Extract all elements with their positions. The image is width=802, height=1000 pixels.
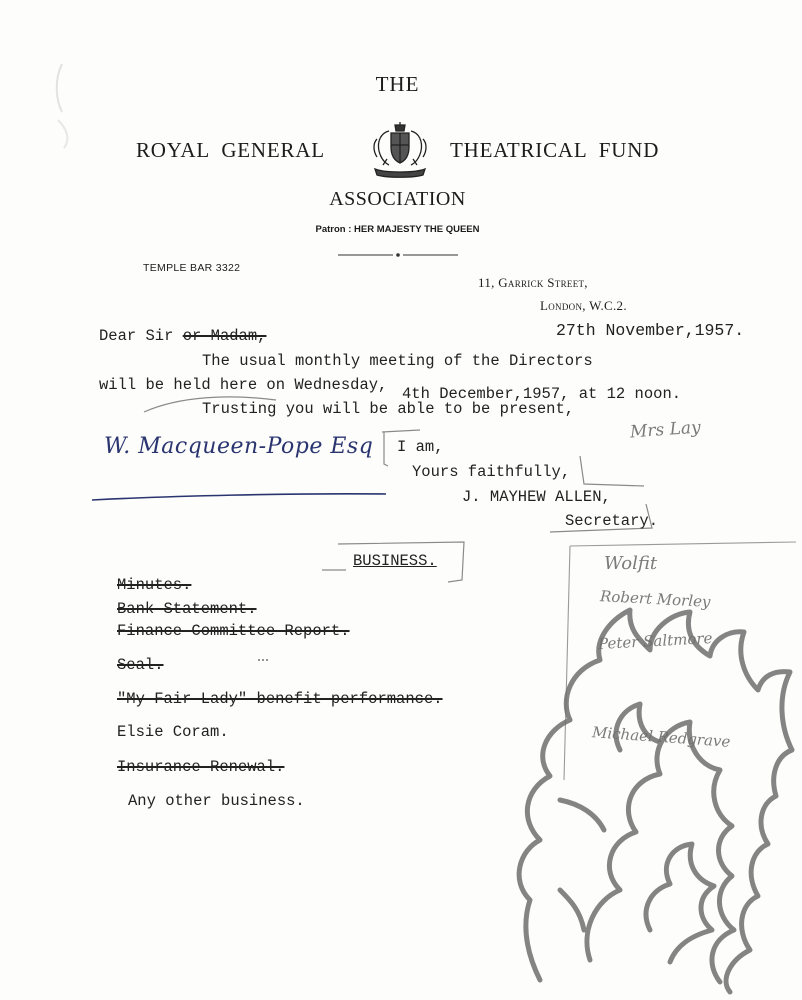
pencil-arc-mark (140, 392, 280, 416)
ink-underline-stroke (90, 490, 390, 504)
pencil-name: Michael Redgrave (591, 723, 731, 751)
patron-label: Patron : (315, 224, 352, 235)
letterhead-the: THE (375, 72, 420, 96)
royal-coat-of-arms-icon (369, 121, 431, 179)
closing-yours-faithfully: Yours faithfully, (412, 463, 571, 481)
pencil-name: Robert Morley (599, 587, 711, 611)
business-item: Any other business. (128, 792, 305, 810)
letterhead-name-left: ROYAL GENERAL (136, 138, 325, 162)
body-line-2a: will be held here on Wednesday, (99, 376, 388, 394)
salutation (99, 327, 266, 345)
handwritten-addressee: W. Macqueen-Pope Esq (104, 434, 374, 459)
patron-name: HER MAJESTY THE QUEEN (354, 224, 480, 235)
business-item: Finance Committee Report. (117, 622, 350, 640)
pencil-name: Peter Saltmore (597, 629, 713, 653)
business-heading: BUSINESS. (353, 552, 437, 570)
pencil-note-top-right: Mrs Lay (629, 417, 702, 443)
body-line-2b: 4th December,1957, at 12 noon. (402, 385, 682, 403)
body-line-3: Trusting you will be able to be present, (202, 400, 575, 418)
business-item: Elsie Coram. (117, 723, 229, 741)
business-item: Seal. (117, 656, 164, 674)
address-line-2: London, W.C.2. (540, 298, 627, 313)
pencil-tick-mark (256, 656, 272, 664)
closing-i-am: I am, (397, 438, 444, 456)
business-item: Bank Statement. (117, 600, 257, 618)
business-item: Insurance Renewal. (117, 758, 285, 776)
salutation-text: Dear Sir (99, 327, 174, 345)
letterhead-association: ASSOCIATION (329, 188, 466, 210)
signatory-name: J. MAYHEW ALLEN, (462, 488, 611, 506)
letterhead-patron (0, 224, 795, 235)
telephone-number: TEMPLE BAR 3322 (143, 262, 241, 274)
letter-date: 27th November,1957. (556, 321, 745, 340)
pencil-name: Wolfit (604, 553, 658, 574)
letterhead-name-right: THEATRICAL FUND (450, 138, 660, 162)
body-line-1: The usual monthly meeting of the Directors (202, 352, 593, 370)
salutation-struck: or Madam, (182, 327, 267, 345)
business-item: Minutes. (117, 576, 192, 594)
business-item: "My Fair Lady" benefit performance. (117, 690, 443, 708)
address-line-1: 11, Garrick Street, (478, 275, 588, 290)
flame-doodle-drawing (500, 600, 800, 995)
signatory-title: Secretary. (565, 512, 659, 530)
ornamental-rule (338, 250, 458, 260)
